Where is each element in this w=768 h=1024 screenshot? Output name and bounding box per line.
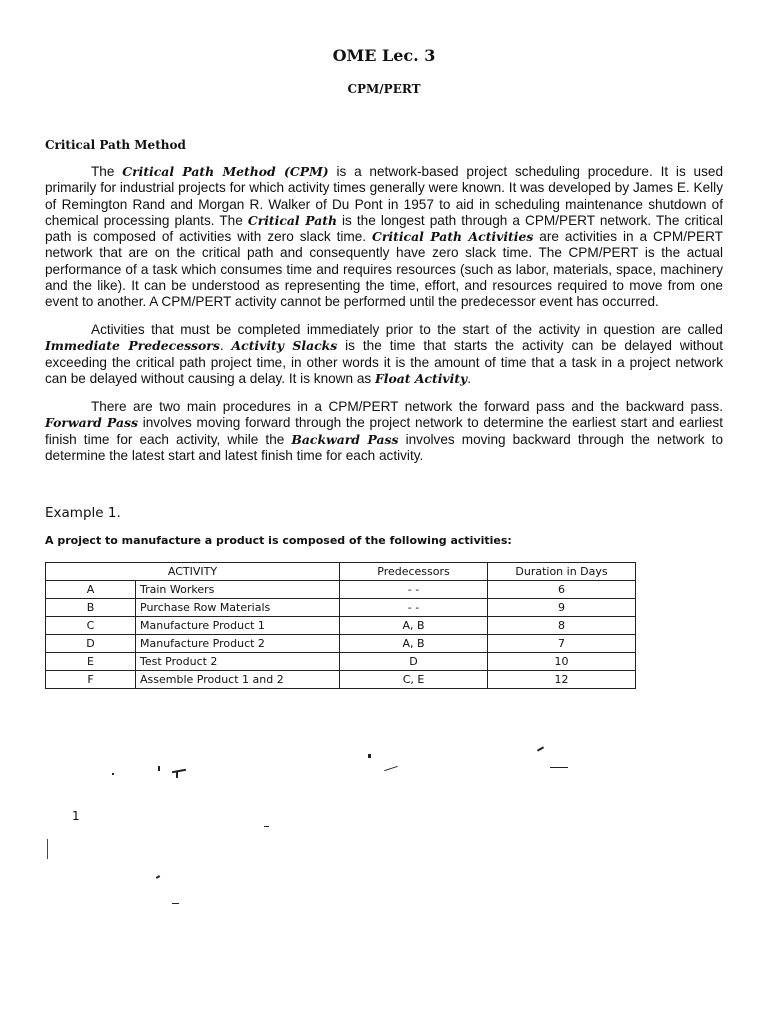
scan-speck (176, 772, 178, 778)
activity-predecessors: D (340, 653, 488, 671)
activity-code: F (46, 671, 136, 689)
table-header-row (46, 563, 636, 581)
term-activity-slacks: Activity Slacks (231, 338, 338, 354)
paragraph-text: are activities in a CPM/PERT network that are on the critical path and consequently have zero slack time. The CPM/PERT is the actual performance of a task which consumes time and requires resources (such as labor, materials, space, machinery and the like). It can be understood as representing the time, effort, and resources required to move from one event to another. A CPM/PERT activity cannot be performed until the predecessor event has occurred. (45, 229, 723, 310)
activity-name: Test Product 2 (136, 653, 340, 671)
paragraph-text: involves moving backward through the network to determine the latest start and latest finish time for each activity. (45, 431, 723, 463)
activity-code: D (46, 635, 136, 653)
scan-speck (112, 773, 114, 775)
scan-speck (368, 754, 371, 758)
term-forward-pass: Forward Pass (45, 415, 139, 431)
term-critical-path-activities: Critical Path Activities (372, 229, 534, 245)
paragraph-text: The (91, 164, 123, 179)
header-activity: ACTIVITY (46, 563, 340, 581)
paragraph-text: is the time that starts the activity can be delayed without exceeding the critical path project time, in other words it is the amount of time that a task in a project network can be delayed without causing a delay. It is known as (45, 338, 723, 386)
paragraph-predecessors (45, 322, 723, 387)
activity-name: Assemble Product 1 and 2 (136, 671, 340, 689)
term-immediate-predecessors: Immediate Predecessors (45, 338, 220, 354)
table-row (46, 671, 636, 689)
activity-name: Train Workers (136, 581, 340, 599)
scan-speck (156, 875, 160, 879)
paragraph-text: There are two main procedures in a CPM/PERT network the forward pass and the backward pass. (91, 399, 723, 414)
section-heading: Critical Path Method (45, 138, 186, 152)
activity-duration: 12 (488, 671, 636, 689)
table-row (46, 617, 636, 635)
scan-speck (264, 826, 269, 827)
activity-duration: 9 (488, 599, 636, 617)
paragraph-text: . (219, 338, 232, 354)
scan-speck (550, 767, 568, 768)
scan-speck (384, 766, 398, 771)
paragraph-text: involves moving forward through the project network to determine the earliest start and earliest finish time for each activity, while the (45, 415, 724, 447)
activity-code: C (46, 617, 136, 635)
activity-predecessors: A, B (340, 617, 488, 635)
activity-predecessors: - - (340, 581, 488, 599)
paragraph-text: is a network-based project scheduling procedure. It is used primarily for industrial projects for which activity times generally were known. It was developed by James E. Kelly of Remington Rand and Morgan R. Walker of Du Pont in 1957 to aid in scheduling maintenance shutdown of chemical processing plants. The (45, 164, 724, 228)
paragraph-critical-path (45, 164, 723, 311)
activity-code: B (46, 599, 136, 617)
term-float-activity: Float Activity (374, 370, 468, 386)
paragraph-text: . (467, 370, 472, 386)
example-intro: A project to manufacture a product is composed of the following activities: (45, 534, 512, 547)
paragraph-text: is the longest path through a CPM/PERT network. The critical path is composed of activities with zero slack time. (45, 212, 724, 245)
scan-speck (172, 769, 186, 773)
activity-duration: 7 (488, 635, 636, 653)
activity-predecessors: C, E (340, 671, 488, 689)
activity-name: Purchase Row Materials (136, 599, 340, 617)
table-row (46, 653, 636, 671)
activity-duration: 6 (488, 581, 636, 599)
scan-speck (537, 746, 544, 751)
term-critical-path: Critical Path (247, 212, 337, 228)
scan-speck (158, 766, 160, 771)
term-backward-pass: Backward Pass (291, 431, 399, 447)
activity-predecessors: - - (340, 599, 488, 617)
paragraph-text: Activities that must be completed immediately prior to the start of the activity in question are called (91, 322, 723, 337)
header-duration: Duration in Days (488, 563, 636, 581)
activity-duration: 8 (488, 617, 636, 635)
activity-code: E (46, 653, 136, 671)
page-subtitle: CPM/PERT (347, 82, 421, 96)
activities-table (45, 562, 636, 689)
margin-mark (47, 839, 48, 859)
page-number: 1 (72, 809, 80, 823)
page-title: OME Lec. 3 (332, 46, 436, 65)
term-critical-path-method: Critical Path Method (CPM) (122, 164, 329, 179)
table-row (46, 599, 636, 617)
activity-name: Manufacture Product 2 (136, 635, 340, 653)
activity-duration: 10 (488, 653, 636, 671)
scan-speck (172, 903, 179, 904)
example-heading: Example 1. (45, 505, 121, 521)
activity-predecessors: A, B (340, 635, 488, 653)
paragraph-passes (45, 399, 723, 464)
activity-code: A (46, 581, 136, 599)
table-row (46, 581, 636, 599)
header-predecessors: Predecessors (340, 563, 488, 581)
activity-name: Manufacture Product 1 (136, 617, 340, 635)
table-row (46, 635, 636, 653)
